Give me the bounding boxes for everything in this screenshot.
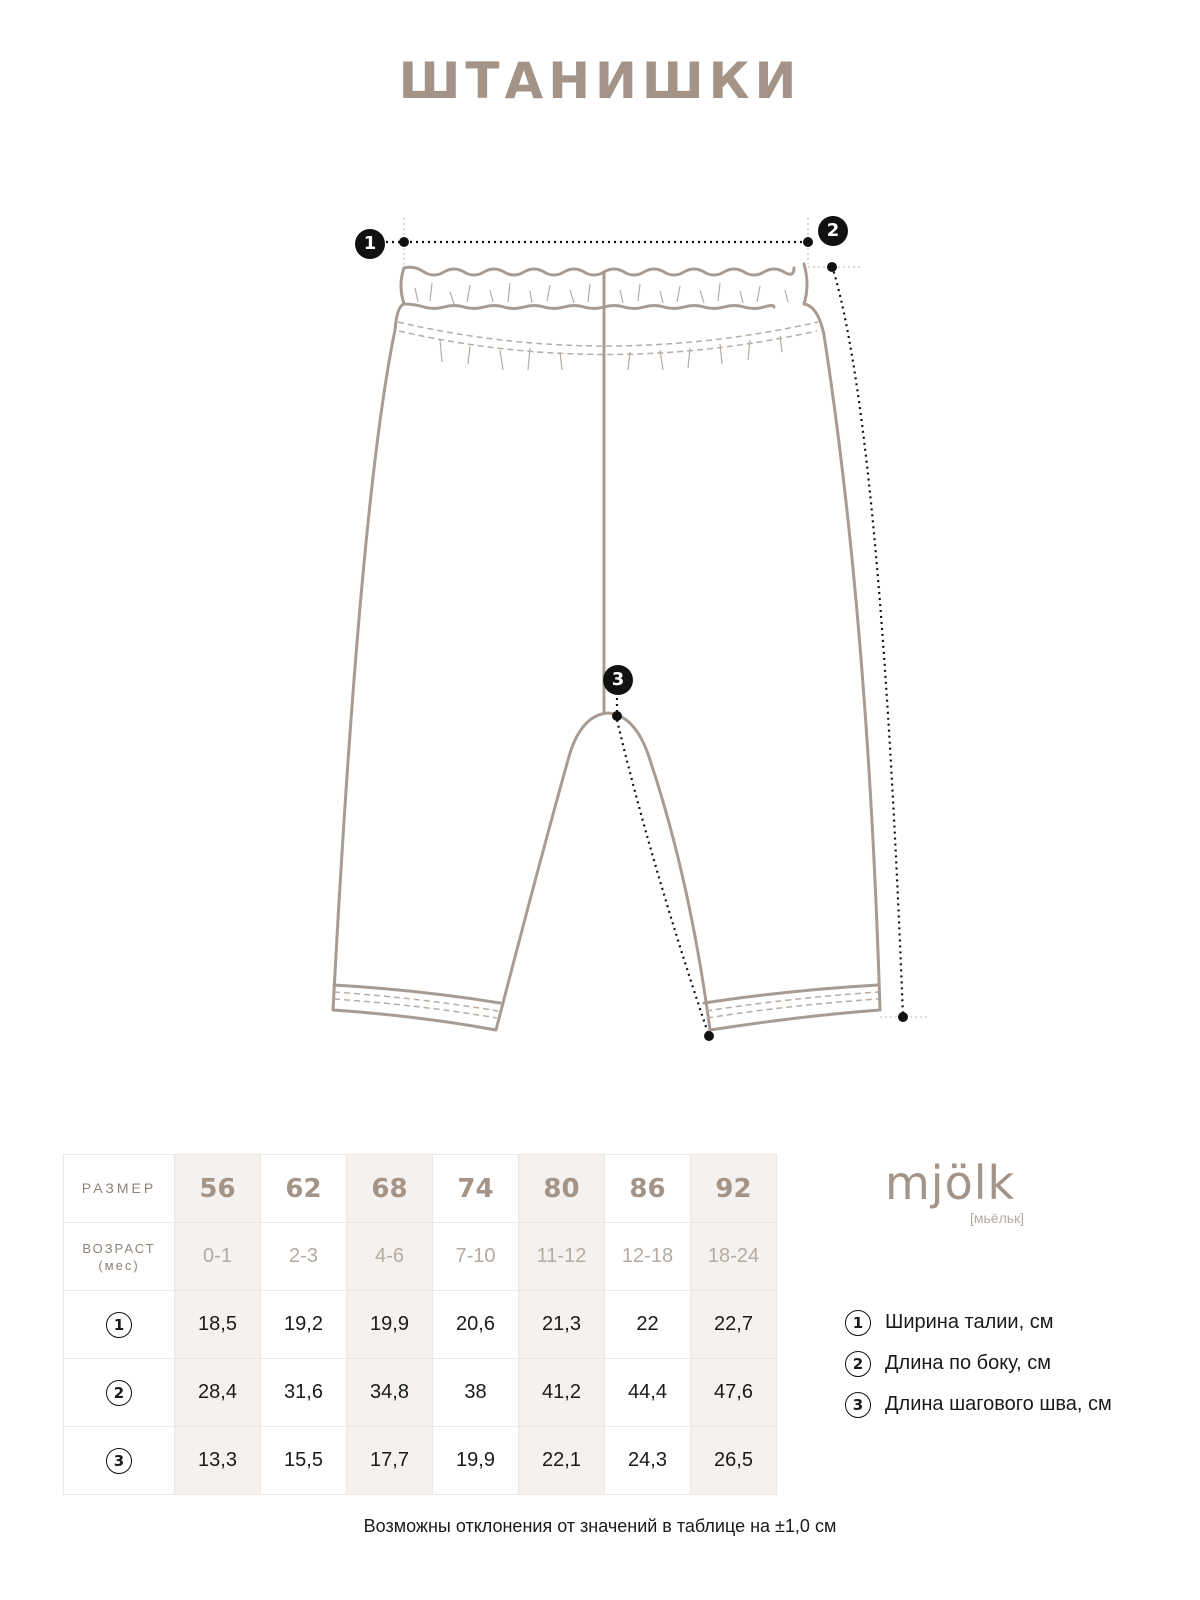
- table-cell: 18,5: [198, 1313, 237, 1335]
- legend-marker: 1: [845, 1310, 871, 1336]
- page-title: ШТАНИШКИ: [398, 52, 802, 110]
- legend-marker: 2: [845, 1351, 871, 1377]
- age-value: 7-10: [455, 1245, 496, 1267]
- size-table: [63, 1154, 777, 1495]
- table-cell: 22,7: [714, 1313, 753, 1335]
- table-cell: 41,2: [542, 1381, 581, 1403]
- table-cell: 24,3: [628, 1449, 667, 1471]
- age-value: 18-24: [707, 1245, 760, 1267]
- table-cell: 20,6: [456, 1313, 495, 1335]
- legend-item: [845, 1384, 1112, 1425]
- table-cell: 15,5: [284, 1449, 323, 1471]
- measurement-row: [64, 1427, 777, 1495]
- legend-text: Длина шагового шва, см: [885, 1393, 1112, 1415]
- size-value: 62: [285, 1173, 322, 1204]
- table-cell: 22: [636, 1313, 659, 1335]
- marker-inseam-length: 3: [603, 665, 633, 695]
- age-value: 12-18: [621, 1245, 674, 1267]
- table-cell: 26,5: [714, 1449, 753, 1471]
- row-marker: 2: [106, 1380, 132, 1406]
- size-value: 92: [715, 1173, 752, 1204]
- size-value: 74: [457, 1173, 494, 1204]
- table-cell: 34,8: [370, 1381, 409, 1403]
- age-row: [64, 1223, 777, 1291]
- table-cell: 31,6: [284, 1381, 323, 1403]
- marker-side-length: 2: [818, 216, 848, 246]
- age-value: 4-6: [375, 1245, 404, 1267]
- row-marker: 1: [106, 1312, 132, 1338]
- table-cell: 13,3: [198, 1449, 237, 1471]
- size-value: 80: [543, 1173, 580, 1204]
- age-label: ВОЗРАСТ: [82, 1240, 156, 1256]
- row-marker: 3: [106, 1448, 132, 1474]
- legend-item: [845, 1302, 1112, 1343]
- table-cell: 28,4: [198, 1381, 237, 1403]
- legend-text: Длина по боку, см: [885, 1352, 1052, 1374]
- age-value: 0-1: [203, 1245, 232, 1267]
- table-cell: 19,2: [284, 1313, 323, 1335]
- brand-logo: [885, 1156, 1025, 1226]
- legend-item: [845, 1343, 1112, 1384]
- table-cell: 21,3: [542, 1313, 581, 1335]
- brand-name: mjölk: [885, 1156, 1016, 1210]
- legend: [845, 1302, 1112, 1425]
- size-value: 68: [371, 1173, 408, 1204]
- table-cell: 38: [464, 1381, 487, 1403]
- legend-marker: 3: [845, 1392, 871, 1418]
- table-cell: 22,1: [542, 1449, 581, 1471]
- table-cell: 17,7: [370, 1449, 409, 1471]
- age-unit: (мес): [98, 1257, 140, 1273]
- table-cell: 44,4: [628, 1381, 667, 1403]
- brand-transliteration: [мьёльк]: [970, 1210, 1025, 1226]
- size-header: [64, 1155, 175, 1223]
- size-value: 86: [629, 1173, 666, 1204]
- age-header: [64, 1223, 175, 1291]
- age-value: 2-3: [289, 1245, 318, 1267]
- size-value: 56: [199, 1173, 236, 1204]
- size-label: РАЗМЕР: [81, 1179, 157, 1196]
- table-cell: 47,6: [714, 1381, 753, 1403]
- legend-text: Ширина талии, см: [885, 1311, 1054, 1333]
- size-row: [64, 1155, 777, 1223]
- measurement-row: [64, 1291, 777, 1359]
- tolerance-note: Возможны отклонения от значений в таблице на ±1,0 см: [363, 1516, 837, 1536]
- age-value: 11-12: [536, 1245, 587, 1267]
- table-cell: 19,9: [370, 1313, 409, 1335]
- table-cell: 19,9: [456, 1449, 495, 1471]
- marker-waist-width: 1: [355, 229, 385, 259]
- measurement-row: [64, 1359, 777, 1427]
